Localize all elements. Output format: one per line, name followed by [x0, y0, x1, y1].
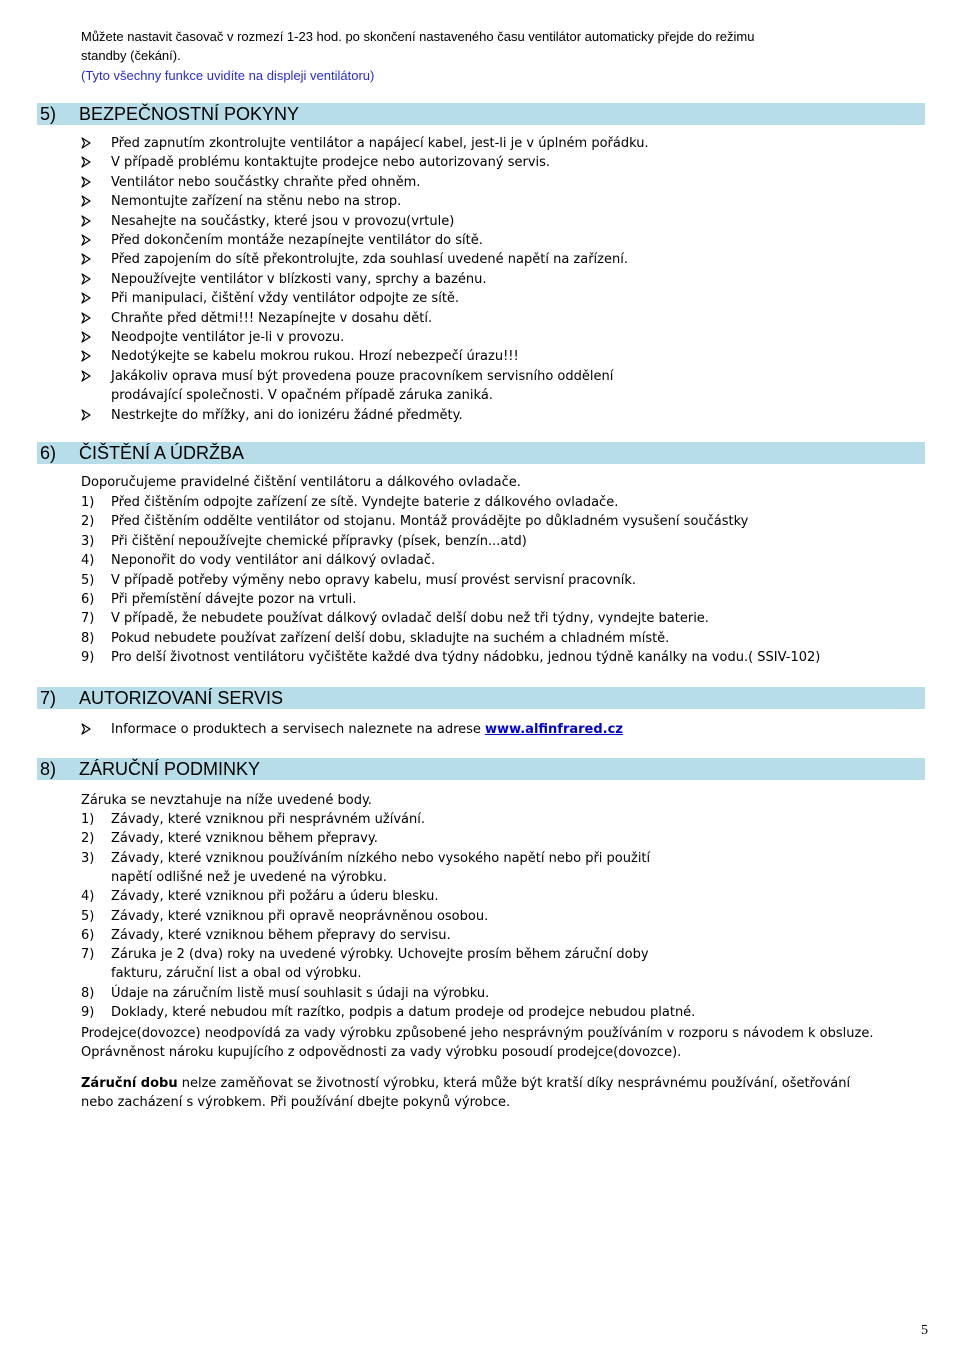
warranty-term: Záruční dobu [81, 1076, 178, 1091]
cleaning-item-number: 9) [81, 650, 95, 666]
arrow-bullet-icon [80, 723, 92, 735]
warranty-item-text: Údaje na záručním listě musí souhlasit s údaji na výrobku. [111, 985, 490, 1001]
arrow-bullet-icon [80, 253, 92, 265]
arrow-bullet-icon [80, 137, 92, 149]
cleaning-intro: Doporučujeme pravidelné čištění ventilátoru a dálkového ovladače. [81, 475, 521, 490]
section-number: 7) [40, 688, 57, 708]
warranty-item-number: 3) [81, 850, 95, 866]
warranty-item-number: 9) [81, 1005, 95, 1020]
arrow-bullet-icon [80, 331, 92, 343]
warranty-item-number: 1) [81, 812, 95, 827]
section-title: ČIŠTĚNÍ A ÚDRŽBA [79, 443, 245, 463]
safety-item: Před zapojením do sítě překontrolujte, zda souhlasí uvedené napětí na zařízení. [111, 252, 628, 268]
intro-line-1: Můžete nastavit časovač v rozmezí 1-23 hod. po skončení nastaveného času ventilátor automaticky přejde do režimu [81, 29, 755, 44]
warranty-item-number: 5) [81, 908, 95, 924]
section-5-header [37, 103, 925, 125]
intro-line-2: standby (čekání). [81, 48, 181, 63]
page-number: 5 [921, 1323, 928, 1338]
cleaning-item-number: 5) [81, 572, 95, 588]
service-info [111, 720, 623, 739]
safety-item: Nedotýkejte se kabelu mokrou rukou. Hrozí nebezpečí úrazu!!! [111, 349, 519, 365]
arrow-bullet-icon [80, 234, 92, 246]
cleaning-item-text: Před čištěním oddělte ventilátor od stojanu. Montáž provádějte po důkladném vysušení součástky [111, 514, 749, 530]
safety-item: Neodpojte ventilátor je-li v provozu. [111, 330, 345, 345]
website-link[interactable]: www.alfinfrared.cz [485, 722, 623, 737]
safety-item: Nemontujte zařízení na stěnu nebo na strop. [111, 194, 402, 210]
warranty-item-continuation: fakturu, záruční list a obal od výrobku. [111, 966, 362, 982]
safety-item: Při manipulaci, čištění vždy ventilátor odpojte ze sítě. [111, 291, 460, 307]
cleaning-item-number: 3) [81, 533, 95, 549]
section-number: 8) [40, 759, 57, 779]
cleaning-item-number: 1) [81, 495, 95, 510]
arrow-bullet-icon [80, 312, 92, 324]
warranty-item-text: Závady, které vzniknou během přepravy do servisu. [111, 927, 451, 943]
safety-item: Před dokončením montáže nezapínejte ventilátor do sítě. [111, 233, 483, 248]
warranty-item-text: Doklady, které nebudou mít razítko, podpis a datum prodeje od prodejce nebudou platné. [111, 1005, 696, 1020]
warranty-para-2-line-2: nebo zacházení s výrobkem. Při používání dbejte pokynů výrobce. [81, 1095, 511, 1110]
warranty-item-text: Závady, které vzniknou při požáru a úderu blesku. [111, 889, 439, 905]
safety-item: Nesahejte na součástky, které jsou v provozu(vrtule) [111, 213, 455, 229]
section-number: 5) [40, 104, 57, 124]
safety-item: Ventilátor nebo součástky chraňte před ohněm. [111, 174, 421, 190]
section-7-header [37, 687, 925, 709]
arrow-bullet-icon [80, 292, 92, 304]
warranty-item-text: Závady, které vzniknou při nesprávném užívání. [111, 812, 425, 827]
cleaning-item-number: 4) [81, 553, 95, 569]
cleaning-item-text: V případě, že nebudete používat dálkový ovladač delší dobu než tři týdny, vyndejte baterie. [111, 611, 709, 627]
cleaning-item-number: 6) [81, 592, 95, 607]
intro-note: (Tyto všechny funkce uvidíte na displeji ventilátoru) [81, 68, 375, 83]
section-8-header [37, 758, 925, 780]
arrow-bullet-icon [80, 350, 92, 362]
section-title: BEZPEČNOSTNÍ POKYNY [79, 104, 300, 124]
warranty-item-number: 4) [81, 889, 95, 905]
cleaning-item-text: Pro delší životnost ventilátoru vyčištěte každé dva týdny nádobku, jednou týdně kanálky na vodu.( SSIV-102) [111, 650, 821, 666]
cleaning-item-text: Před čištěním odpojte zařízení ze sítě. Vyndejte baterie z dálkového ovladače. [111, 495, 619, 510]
warranty-item-text: Závady, které vzniknou během přepravy. [111, 831, 378, 847]
arrow-bullet-icon [80, 195, 92, 207]
warranty-item-text: Záruka je 2 (dva) roky na uvedené výrobky. Uchovejte prosím během záruční doby [111, 947, 649, 963]
cleaning-item-number: 2) [81, 514, 95, 530]
warranty-para-2-line-1 [81, 1074, 850, 1093]
warranty-item-continuation: napětí odlišné než je uvedené na výrobku. [111, 869, 387, 885]
arrow-bullet-icon [80, 156, 92, 168]
cleaning-item-text: V případě potřeby výměny nebo opravy kabelu, musí provést servisní pracovník. [111, 572, 637, 588]
cleaning-item-text: Neponořit do vody ventilátor ani dálkový ovladač. [111, 553, 436, 569]
arrow-bullet-icon [80, 370, 92, 382]
warranty-item-number: 2) [81, 831, 95, 847]
cleaning-item-number: 8) [81, 630, 95, 646]
arrow-bullet-icon [80, 215, 92, 227]
section-title: ZÁRUČNÍ PODMINKY [79, 759, 261, 779]
section-number: 6) [40, 443, 57, 463]
safety-item-continuation: prodávající společnosti. V opačném případě záruka zaniká. [111, 388, 493, 404]
warranty-item-number: 8) [81, 985, 95, 1001]
warranty-para-1-line-2: Oprávněnost nároku kupujícího z odpovědnosti za vady výrobku posoudí prodejce(dovozce). [81, 1045, 682, 1060]
cleaning-item-text: Při čištění nepoužívejte chemické přípravky (písek, benzín...atd) [111, 533, 527, 549]
safety-item: V případě problému kontaktujte prodejce nebo autorizovaný servis. [111, 155, 551, 171]
warranty-item-text: Závady, které vzniknou při opravě neoprávněnou osobou. [111, 908, 489, 924]
safety-item: Chraňte před dětmi!!! Nezapínejte v dosahu dětí. [111, 310, 433, 326]
arrow-bullet-icon [80, 409, 92, 421]
cleaning-item-text: Při přemístění dávejte pozor na vrtuli. [111, 592, 357, 607]
warranty-item-text: Závady, které vzniknou používáním nízkého nebo vysokého napětí nebo při použití [111, 850, 651, 866]
warranty-para-1-line-1: Prodejce(dovozce) neodpovídá za vady výrobku způsobené jeho nesprávným používáním v rozporu s návodem k obsluze. [81, 1026, 874, 1041]
warranty-intro: Záruka se nevztahuje na níže uvedené body. [81, 793, 372, 808]
safety-item: Nestrkejte do mřížky, ani do ionizéru žádné předměty. [111, 407, 463, 423]
warranty-para-2-text: nelze zaměňovat se životností výrobku, která může být kratší díky nesprávnému používání, ošetřování [177, 1076, 851, 1091]
warranty-item-number: 7) [81, 947, 95, 963]
safety-item: Nepoužívejte ventilátor v blízkosti vany, sprchy a bazénu. [111, 271, 487, 287]
cleaning-item-number: 7) [81, 611, 95, 627]
safety-item: Jakákoliv oprava musí být provedena pouze pracovníkem servisního oddělení [111, 368, 614, 384]
safety-item: Před zapnutím zkontrolujte ventilátor a napájecí kabel, jest-li je v úplném pořádku. [111, 136, 649, 151]
cleaning-item-text: Pokud nebudete používat zařízení delší dobu, skladujte na suchém a chladném místě. [111, 630, 670, 646]
section-title: AUTORIZOVANÍ SERVIS [79, 688, 284, 708]
arrow-bullet-icon [80, 273, 92, 285]
arrow-bullet-icon [80, 176, 92, 188]
service-info-text: Informace o produktech a servisech naleznete na adrese [111, 722, 486, 737]
section-6-header [37, 442, 925, 464]
warranty-item-number: 6) [81, 927, 95, 943]
